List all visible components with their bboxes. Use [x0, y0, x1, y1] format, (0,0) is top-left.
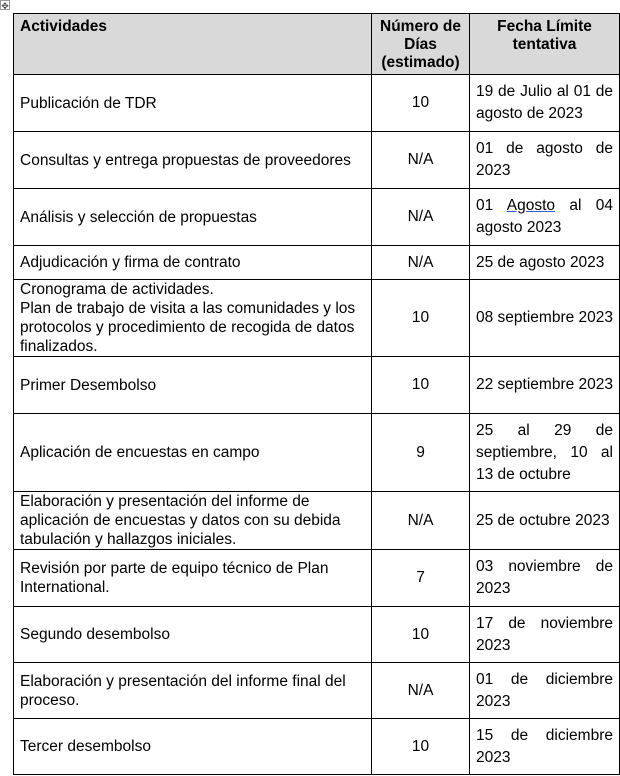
- days-cell: 9: [372, 414, 470, 492]
- activity-cell: Segundo desembolso: [14, 607, 372, 663]
- date-cell: [470, 189, 620, 246]
- date-cell: 08 septiembre 2023: [470, 280, 620, 357]
- days-cell: 10: [372, 607, 470, 663]
- table-row: [14, 132, 620, 189]
- date-text: al 04 agosto 2023: [476, 197, 613, 236]
- activity-cell: Elaboración y presentación del informe final del proceso.: [14, 663, 372, 719]
- date-cell: 25 al 29 de septiembre, 10 al 13 de octubre: [470, 414, 620, 492]
- activity-line: Plan de trabajo de visita a las comunidades y los protocolos y procedimiento de recogida de datos finalizados.: [20, 300, 356, 355]
- days-cell: 10: [372, 719, 470, 775]
- header-activities: Actividades: [14, 14, 372, 75]
- date-text: 01: [476, 197, 507, 214]
- days-cell: N/A: [372, 492, 470, 550]
- date-cell: 22 septiembre 2023: [470, 357, 620, 414]
- table-row: [14, 75, 620, 132]
- days-cell: 7: [372, 550, 470, 607]
- table-row: [14, 189, 620, 246]
- activity-cell: Elaboración y presentación del informe de aplicación de encuestas y datos con su debida tabulación y hallazgos iniciales.: [14, 492, 372, 550]
- date-cell: 19 de Julio al 01 de agosto de 2023: [470, 75, 620, 132]
- days-cell: 10: [372, 357, 470, 414]
- date-cell: 25 de agosto 2023: [470, 246, 620, 280]
- activity-line: Cronograma de actividades.: [20, 281, 214, 298]
- table-move-handle-icon[interactable]: ✥: [1, 1, 9, 11]
- table-row: [14, 607, 620, 663]
- activity-cell: Tercer desembolso: [14, 719, 372, 775]
- table-row: [14, 663, 620, 719]
- table-row: [14, 719, 620, 775]
- table-row: [14, 414, 620, 492]
- days-cell: N/A: [372, 246, 470, 280]
- days-cell: 10: [372, 280, 470, 357]
- activity-cell: Publicación de TDR: [14, 75, 372, 132]
- days-cell: N/A: [372, 189, 470, 246]
- days-cell: 10: [372, 75, 470, 132]
- activity-cell: Primer Desembolso: [14, 357, 372, 414]
- date-cell: 17 de noviembre 2023: [470, 607, 620, 663]
- table-row: [14, 357, 620, 414]
- days-cell: N/A: [372, 132, 470, 189]
- date-cell: 01 de agosto de 2023: [470, 132, 620, 189]
- date-cell: 15 de diciembre 2023: [470, 719, 620, 775]
- date-cell: 25 de octubre 2023: [470, 492, 620, 550]
- schedule-table: [13, 13, 620, 775]
- table-row: [14, 246, 620, 280]
- activity-cell: Aplicación de encuestas en campo: [14, 414, 372, 492]
- activity-cell: Consultas y entrega propuestas de proveedores: [14, 132, 372, 189]
- date-cell: 01 de diciembre 2023: [470, 663, 620, 719]
- table-row: [14, 280, 620, 357]
- table-row: [14, 492, 620, 550]
- header-deadline: Fecha Límite tentativa: [470, 14, 620, 75]
- activity-cell: [14, 280, 372, 357]
- days-cell: N/A: [372, 663, 470, 719]
- activity-cell: Análisis y selección de propuestas: [14, 189, 372, 246]
- activity-cell: Adjudicación y firma de contrato: [14, 246, 372, 280]
- table-row: [14, 550, 620, 607]
- header-days: Número de Días (estimado): [372, 14, 470, 75]
- date-cell: 03 noviembre de 2023: [470, 550, 620, 607]
- table-header-row: [14, 14, 620, 75]
- spellcheck-underlined-word[interactable]: Agosto: [506, 197, 555, 214]
- activity-cell: Revisión por parte de equipo técnico de Plan International.: [14, 550, 372, 607]
